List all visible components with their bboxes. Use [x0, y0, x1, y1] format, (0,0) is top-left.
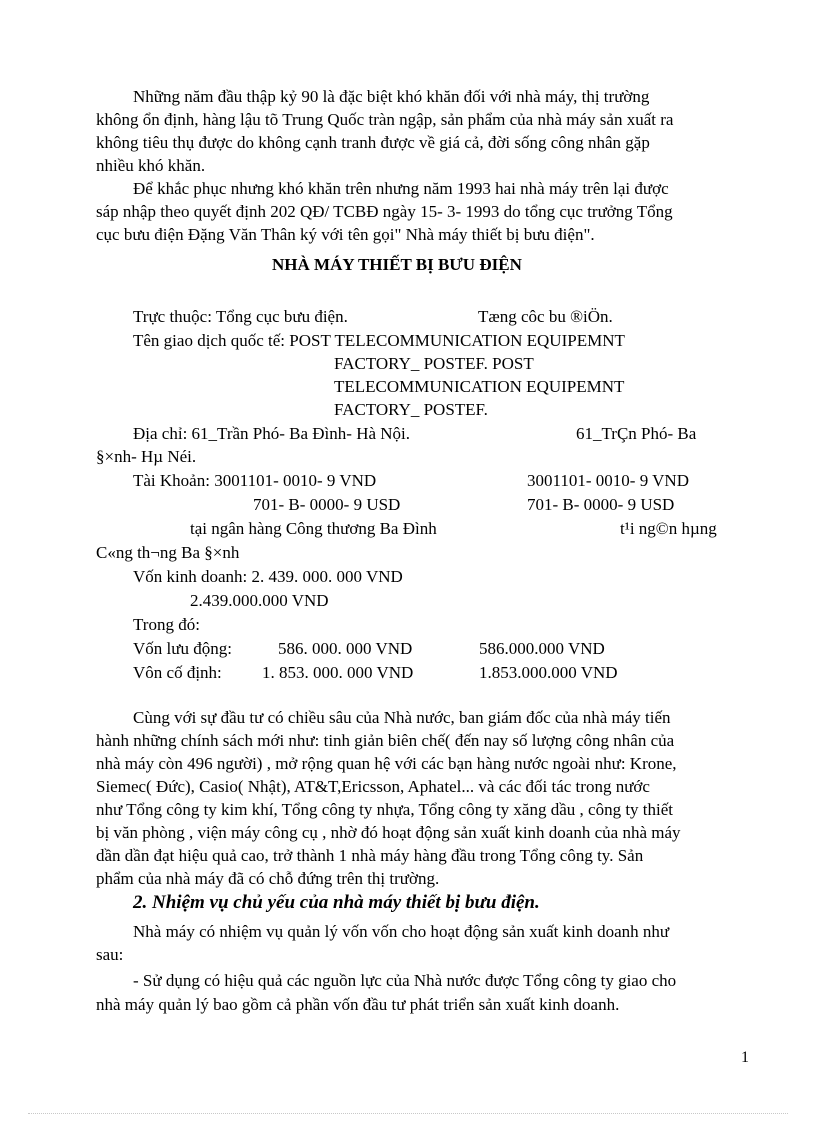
paragraph-3-line-5: như Tổng công ty kim khí, Tổng công ty nhựa, Tổng công ty xăng dầu , công ty thiết	[96, 800, 674, 819]
truc-thuoc: Trực thuộc: Tổng cục bưu điện.	[133, 307, 348, 326]
von-kinh-doanh: Vốn kinh doanh: 2. 439. 000. 000 VND	[133, 567, 403, 586]
paragraph-1-line-1: Những năm đầu thập kỷ 90 là đặc biệt khó khăn đối với nhà máy, thị trường	[133, 87, 650, 106]
paragraph-1-line-3: không tiêu thụ được do không cạnh tranh được về giá cả, đời sống công nhân gặp	[96, 133, 650, 152]
von-co-dinh-alt: 1.853.000.000 VND	[479, 663, 618, 682]
section-heading-2: 2. Nhiệm vụ chủ yếu của nhà máy thiết bị bưu điện.	[133, 892, 540, 913]
von-kinh-doanh-alt: 2.439.000.000 VND	[190, 591, 329, 610]
tai-khoan: Tài Khoản: 3001101- 0010- 9 VND	[133, 471, 377, 490]
factory-line-1: FACTORY_ POSTEF. POST	[334, 354, 534, 373]
von-co-dinh-value: 1. 853. 000. 000 VND	[262, 663, 414, 682]
ngan-hang: tại ngân hàng Công thương Ba Đình	[190, 519, 437, 538]
von-co-dinh-label: Vôn cố định:	[133, 663, 222, 682]
paragraph-5-line-2: nhà máy quản lý bao gồm cả phần vốn đầu tư phát triển sản xuất kinh doanh.	[96, 995, 620, 1014]
ngan-hang-alt-1: t¹i ng©n hµng	[620, 519, 717, 538]
paragraph-3-line-6: bị văn phòng , viện máy công cụ , nhờ đó hoạt động sản xuất kinh doanh của nhà máy	[96, 823, 681, 842]
page-bottom-border	[28, 1113, 788, 1114]
page-number: 1	[741, 1049, 749, 1066]
paragraph-3-line-4: Siemec( Đức), Casio( Nhật), AT&T,Ericsson, Aphatel... và các đối tác trong nước	[96, 777, 650, 796]
usd-account: 701- B- 0000- 9 USD	[253, 495, 401, 514]
paragraph-3-line-2: hành những chính sách mới như: tinh giản biên chế( đến nay số lượng công nhân của	[96, 731, 675, 750]
paragraph-2-line-2: sáp nhập theo quyết định 202 QĐ/ TCBĐ ngày 15- 3- 1993 do tổng cục trưởng Tổng	[96, 202, 673, 221]
dia-chi-alt-2: §×nh- Hµ Néi.	[96, 447, 197, 466]
usd-account-alt: 701- B- 0000- 9 USD	[527, 495, 675, 514]
section-title: NHÀ MÁY THIẾT BỊ BƯU ĐIỆN	[272, 255, 522, 274]
paragraph-1-line-4: nhiều khó khăn.	[96, 156, 206, 175]
truc-thuoc-alt: Tæng côc bu ®iÖn.	[478, 307, 613, 326]
dia-chi: Địa chỉ: 61_Trần Phó- Ba Đình- Hà Nội.	[133, 424, 411, 443]
tai-khoan-alt: 3001101- 0010- 9 VND	[527, 471, 689, 490]
paragraph-3-line-7: dần dần đạt hiệu quả cao, trở thành 1 nhà máy hàng đầu trong Tổng công ty. Sản	[96, 846, 644, 865]
paragraph-2-line-3: cục bưu điện Đặng Văn Thân ký với tên gọi" Nhà máy thiết bị bưu điện".	[96, 225, 595, 244]
von-luu-dong-label: Vốn lưu động:	[133, 639, 232, 658]
von-luu-dong-value: 586. 000. 000 VND	[278, 639, 413, 658]
paragraph-3-line-3: nhà máy còn 496 người) , mở rộng quan hệ với các bạn hàng nước ngoài như: Krone,	[96, 754, 677, 773]
trong-do: Trong đó:	[133, 615, 200, 634]
ngan-hang-alt-2: C«ng th¬ng Ba §×nh	[96, 543, 240, 562]
paragraph-1-line-2: không ổn định, hàng lậu tõ Trung Quốc tràn ngập, sản phẩm của nhà máy sản xuất ra	[96, 110, 674, 129]
telecom-line-2: TELECOMMUNICATION EQUIPEMNT	[334, 377, 625, 396]
ten-giao-dich: Tên giao dịch quốc tế: POST TELECOMMUNICATION EQUIPEMNT	[133, 331, 625, 350]
paragraph-3-line-8: phẩm của nhà máy đã có chỗ đứng trên thị trường.	[96, 869, 440, 888]
paragraph-4-line-2: sau:	[96, 945, 124, 964]
paragraph-4-line-1: Nhà máy có nhiệm vụ quản lý vốn vốn cho hoạt động sản xuất kinh doanh như	[133, 922, 670, 941]
paragraph-5-line-1: - Sử dụng có hiệu quả các nguồn lực của Nhà nước được Tổng công ty giao cho	[133, 971, 677, 990]
dia-chi-alt-1: 61_TrÇn Phó- Ba	[576, 424, 697, 443]
paragraph-2-line-1: Để khắc phục nhưng khó khăn trên nhưng năm 1993 hai nhà máy trên lại được	[133, 179, 669, 198]
von-luu-dong-alt: 586.000.000 VND	[479, 639, 605, 658]
paragraph-3-line-1: Cùng với sự đầu tư có chiều sâu của Nhà nước, ban giám đốc của nhà máy tiến	[133, 708, 671, 727]
factory-line-2: FACTORY_ POSTEF.	[334, 400, 488, 419]
